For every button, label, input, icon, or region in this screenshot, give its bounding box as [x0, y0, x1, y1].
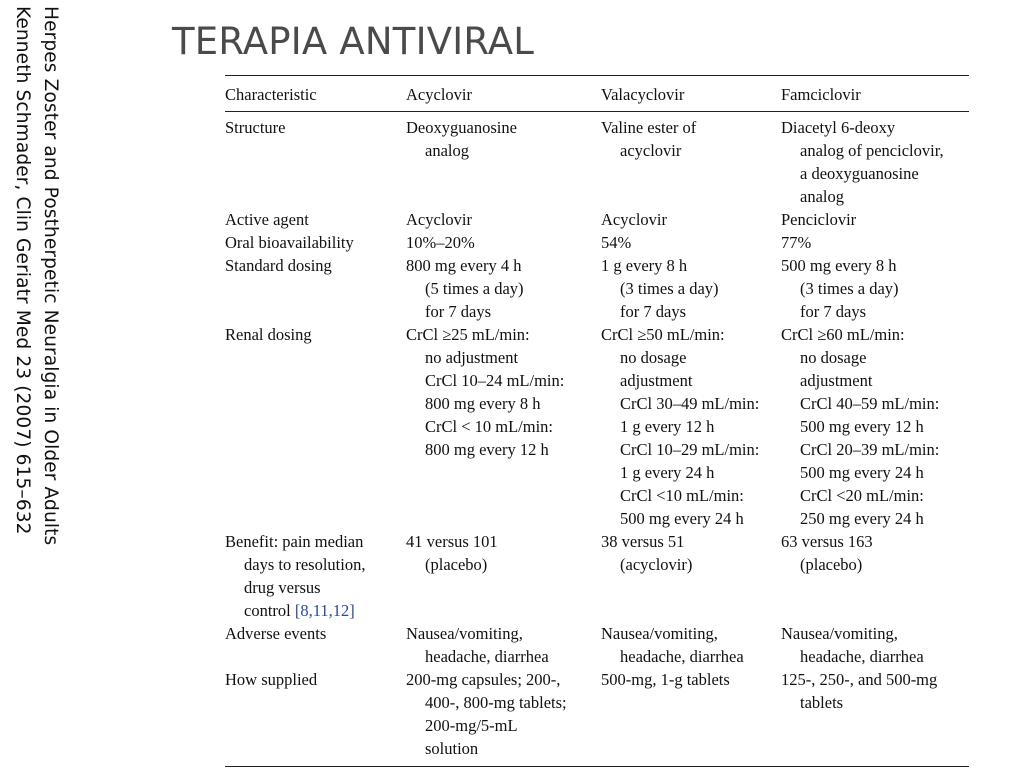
cell-line: (placebo)	[425, 555, 488, 574]
cell-line: CrCl <20 mL/min:	[800, 486, 924, 505]
cell-line: control [8,11,12]	[244, 601, 355, 620]
cell-line: (3 times a day)	[800, 279, 899, 298]
cell-acyclovir	[406, 323, 601, 530]
cell-line: 500 mg every 12 h	[800, 417, 924, 436]
cell-line: Oral bioavailability	[225, 233, 354, 252]
cell-line: Acyclovir	[601, 210, 667, 229]
cell-line: CrCl < 10 mL/min:	[425, 417, 554, 436]
header-famciclovir: Famciclovir	[781, 76, 969, 112]
cell-valacyclovir	[601, 622, 781, 668]
cell-acyclovir	[406, 530, 601, 622]
table-row	[225, 208, 969, 231]
cell-line: How supplied	[225, 670, 318, 689]
cell-line: headache, diarrhea	[800, 647, 924, 666]
cell-line: 1 g every 8 h	[601, 256, 688, 275]
cell-line: CrCl 20–39 mL/min:	[800, 440, 940, 459]
cell-famciclovir	[781, 231, 969, 254]
cell-line: Nausea/vomiting,	[781, 624, 898, 643]
cell-line: 800 mg every 12 h	[425, 440, 549, 459]
cell-acyclovir	[406, 112, 601, 209]
table-row	[225, 622, 969, 668]
cell-characteristic	[225, 622, 406, 668]
cell-line: CrCl <10 mL/min:	[620, 486, 744, 505]
cell-acyclovir	[406, 231, 601, 254]
antiviral-comparison-table	[225, 75, 969, 767]
cell-line: tablets	[800, 693, 844, 712]
cell-characteristic	[225, 112, 406, 209]
cell-line: Standard dosing	[225, 256, 332, 275]
cell-line: analog of penciclovir,	[800, 141, 944, 160]
cell-line: acyclovir	[620, 141, 682, 160]
cell-line: 125-, 250-, and 500-mg	[781, 670, 938, 689]
cell-line: no dosage	[800, 348, 867, 367]
cell-line: no adjustment	[425, 348, 519, 367]
cell-famciclovir	[781, 622, 969, 668]
cell-line: headache, diarrhea	[425, 647, 549, 666]
cell-famciclovir	[781, 530, 969, 622]
cell-line: Structure	[225, 118, 286, 137]
cell-line: 54%	[601, 233, 632, 252]
table-header-row	[225, 76, 969, 112]
cell-characteristic	[225, 530, 406, 622]
cell-line: 38 versus 51	[601, 532, 685, 551]
cell-line: 400-, 800-mg tablets;	[425, 693, 567, 712]
cell-valacyclovir	[601, 530, 781, 622]
cell-line: (5 times a day)	[425, 279, 524, 298]
cell-line: CrCl ≥25 mL/min:	[406, 325, 530, 344]
cell-line: 77%	[781, 233, 812, 252]
cell-line: Benefit: pain median	[225, 532, 364, 551]
cell-line: solution	[425, 739, 479, 758]
cell-famciclovir	[781, 254, 969, 323]
cell-line: 500-mg, 1-g tablets	[601, 670, 730, 689]
cell-famciclovir	[781, 208, 969, 231]
cell-line: for 7 days	[425, 302, 491, 321]
table-row	[225, 254, 969, 323]
cell-line: (3 times a day)	[620, 279, 719, 298]
table-row	[225, 668, 969, 767]
cell-line: Nausea/vomiting,	[406, 624, 523, 643]
cell-line: 500 mg every 24 h	[620, 509, 744, 528]
cell-acyclovir	[406, 208, 601, 231]
cell-acyclovir	[406, 622, 601, 668]
page-footnote-cut	[225, 761, 625, 768]
cell-valacyclovir	[601, 231, 781, 254]
table-row	[225, 231, 969, 254]
cell-line: 500 mg every 24 h	[800, 463, 924, 482]
cell-line: 10%–20%	[406, 233, 475, 252]
cell-line: for 7 days	[800, 302, 866, 321]
cell-acyclovir	[406, 668, 601, 767]
reference-citation: [8,11,12]	[294, 601, 355, 620]
cell-line: analog	[800, 187, 844, 206]
cell-line: Valine ester of	[601, 118, 697, 137]
citation-sidebar	[0, 0, 76, 640]
cell-line: (acyclovir)	[620, 555, 693, 574]
cell-line: for 7 days	[620, 302, 686, 321]
citation-source: Kenneth Schmader, Clin Geriatr Med 23 (2007) 615–632	[12, 6, 33, 535]
cell-line: days to resolution,	[244, 555, 366, 574]
cell-valacyclovir	[601, 208, 781, 231]
table-row	[225, 323, 969, 530]
cell-line: Deoxyguanosine	[406, 118, 517, 137]
cell-line: 1 g every 24 h	[620, 463, 715, 482]
slide-title: TERAPIA ANTIVIRAL	[172, 20, 535, 63]
header-acyclovir: Acyclovir	[406, 76, 601, 112]
cell-valacyclovir	[601, 112, 781, 209]
cell-characteristic	[225, 254, 406, 323]
header-valacyclovir: Valacyclovir	[601, 76, 781, 112]
cell-line: 41 versus 101	[406, 532, 498, 551]
cell-valacyclovir	[601, 254, 781, 323]
cell-characteristic	[225, 231, 406, 254]
table-row	[225, 530, 969, 622]
cell-line: 800 mg every 4 h	[406, 256, 522, 275]
cell-line: Renal dosing	[225, 325, 312, 344]
cell-valacyclovir	[601, 323, 781, 530]
cell-line: Nausea/vomiting,	[601, 624, 718, 643]
cell-line: 63 versus 163	[781, 532, 873, 551]
cell-characteristic	[225, 323, 406, 530]
cell-line: Diacetyl 6-deoxy	[781, 118, 896, 137]
cell-line: CrCl ≥50 mL/min:	[601, 325, 725, 344]
cell-acyclovir	[406, 254, 601, 323]
table-row	[225, 112, 969, 209]
cell-line: Adverse events	[225, 624, 327, 643]
cell-line: 200-mg/5-mL	[425, 716, 518, 735]
cell-line: 200-mg capsules; 200-,	[406, 670, 561, 689]
cell-famciclovir	[781, 112, 969, 209]
cell-line: no dosage	[620, 348, 687, 367]
cell-line: headache, diarrhea	[620, 647, 744, 666]
cell-famciclovir	[781, 323, 969, 530]
cell-line: (placebo)	[800, 555, 863, 574]
cell-line: 1 g every 12 h	[620, 417, 715, 436]
cell-line: adjustment	[800, 371, 873, 390]
cell-characteristic	[225, 668, 406, 767]
cell-line: CrCl 40–59 mL/min:	[800, 394, 940, 413]
cell-line: CrCl 30–49 mL/min:	[620, 394, 760, 413]
cell-line: Active agent	[225, 210, 309, 229]
cell-famciclovir	[781, 668, 969, 767]
cell-line: Acyclovir	[406, 210, 472, 229]
cell-characteristic	[225, 208, 406, 231]
cell-line: drug versus	[244, 578, 321, 597]
cell-line: 800 mg every 8 h	[425, 394, 541, 413]
citation-title: Herpes Zoster and Postherpetic Neuralgia in Older Adults	[40, 6, 61, 546]
cell-line: analog	[425, 141, 469, 160]
cell-line: CrCl ≥60 mL/min:	[781, 325, 905, 344]
cell-valacyclovir	[601, 668, 781, 767]
cell-line: CrCl 10–24 mL/min:	[425, 371, 565, 390]
cell-line: a deoxyguanosine	[800, 164, 919, 183]
cell-line: CrCl 10–29 mL/min:	[620, 440, 760, 459]
cell-line: adjustment	[620, 371, 693, 390]
cell-line: 500 mg every 8 h	[781, 256, 897, 275]
cell-line: Penciclovir	[781, 210, 857, 229]
cell-line: 250 mg every 24 h	[800, 509, 924, 528]
header-characteristic: Characteristic	[225, 76, 406, 112]
